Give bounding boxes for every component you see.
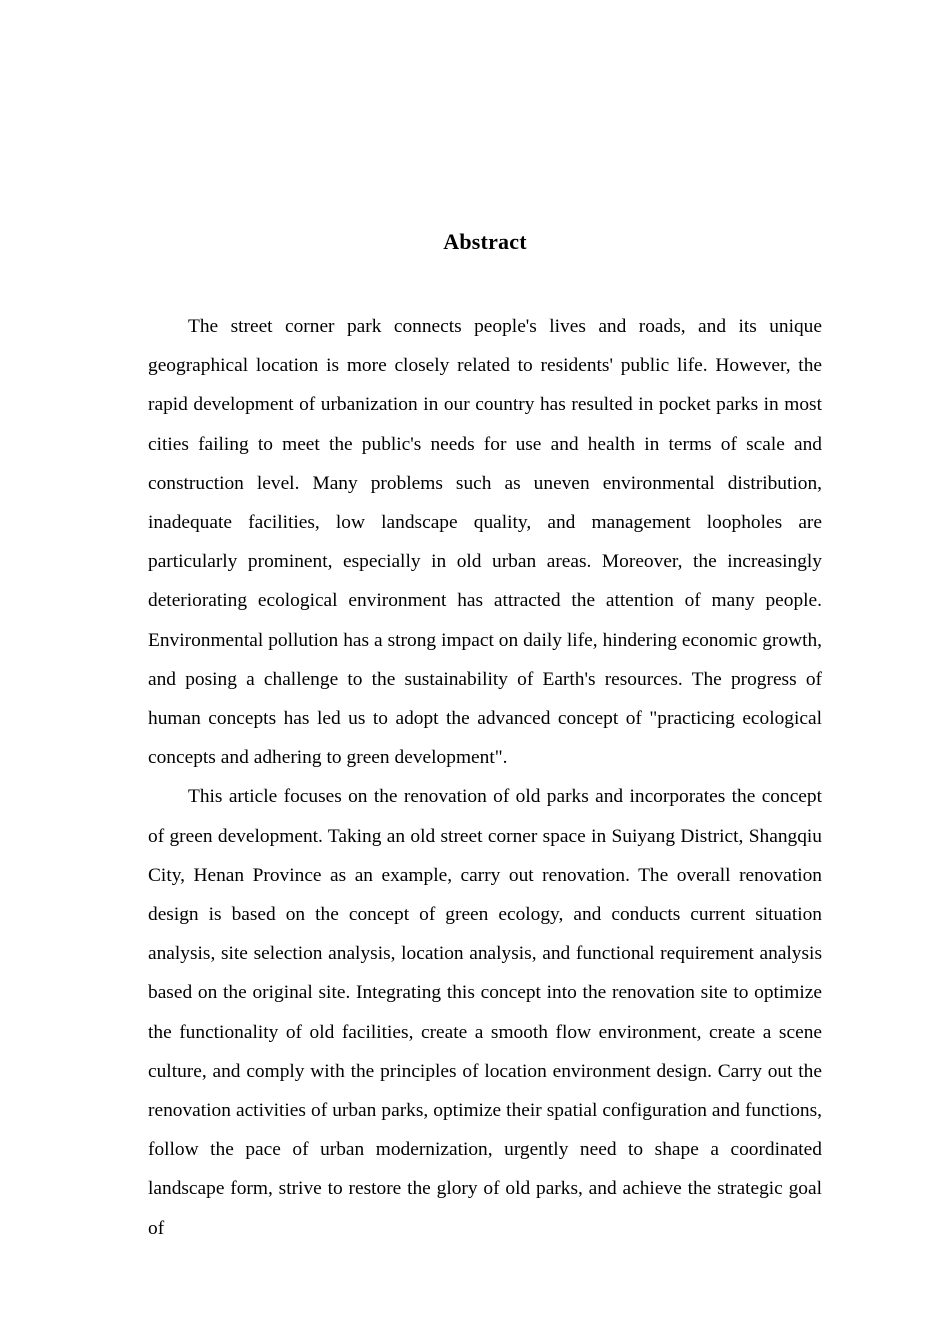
abstract-paragraph-1: The street corner park connects people's lives and roads, and its unique geographical location is more closely related to residents' public life. However, the rapid development of urbanization in our country has resulted in pocket parks in most cities failing to meet the public's needs for use and health in terms of scale and construction level. Many problems such as uneven environmental distribution, inadequate facilities, low landscape quality, and management loopholes are particularly prominent, especially in old urban areas. Moreover, the increasingly deteriorating ecological environment has attracted the attention of many people. Environmental pollution has a strong impact on daily life, hindering economic growth, and posing a challenge to the sustainability of Earth's resources. The progress of human concepts has led us to adopt the advanced concept of "practicing ecological concepts and adhering to green development". xyxy=(148,316,822,769)
abstract-body xyxy=(148,307,822,1248)
abstract-paragraph-2: This article focuses on the renovation of old parks and incorporates the concept of green development. Taking an old street corner space in Suiyang District, Shangqiu City, Henan Province as an example, carry out renovation. The overall renovation design is based on the concept of green ecology, and conducts current situation analysis, site selection analysis, location analysis, and functional requirement analysis based on the original site. Integrating this concept into the renovation site to optimize the functionality of old facilities, create a smooth flow environment, create a scene culture, and comply with the principles of location environment design. Carry out the renovation activities of urban parks, optimize their spatial configuration and functions, follow the pace of urban modernization, urgently need to shape a coordinated landscape form, strive to restore the glory of old parks, and achieve the strategic goal of xyxy=(148,786,822,1239)
page-title: Abstract xyxy=(443,229,527,254)
